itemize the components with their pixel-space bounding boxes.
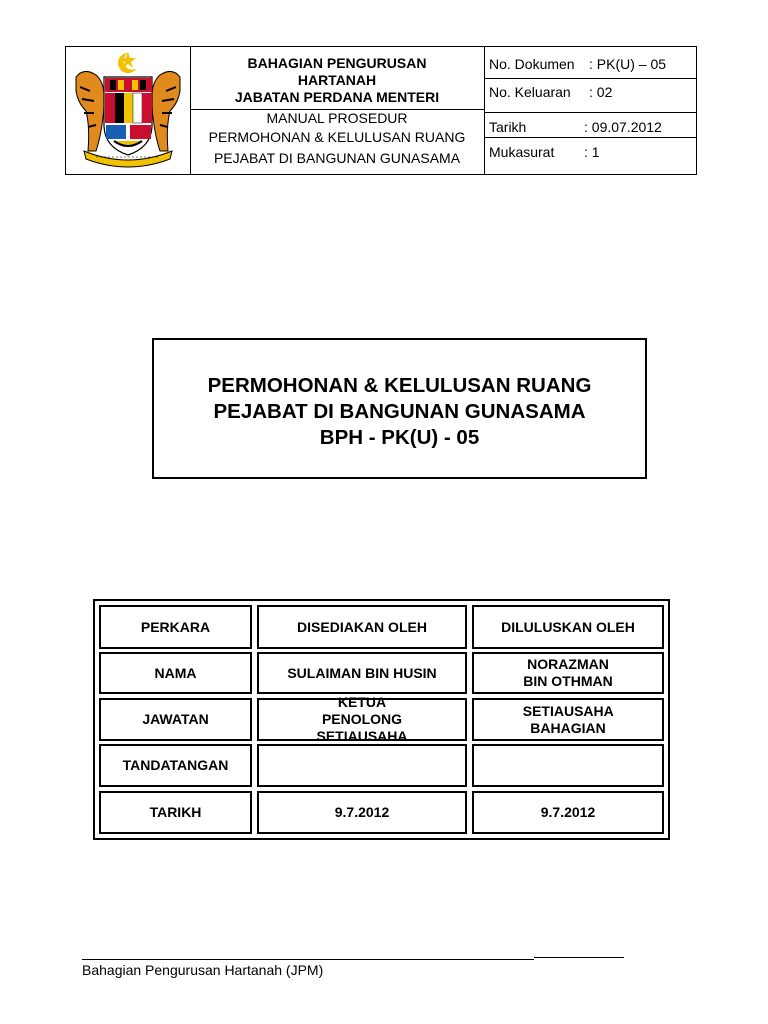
approval-table bbox=[93, 599, 670, 840]
meta-row-issue-no bbox=[484, 79, 696, 113]
table-cell-header-approved: DILULUSKAN OLEH bbox=[472, 605, 664, 649]
table-cell-approved-date: 9.7.2012 bbox=[472, 791, 664, 834]
footer-text: Bahagian Pengurusan Hartanah (JPM) bbox=[82, 962, 324, 978]
coat-of-arms-logo bbox=[66, 47, 190, 174]
meta-value: : 09.07.2012 bbox=[584, 119, 662, 135]
header-title-cell bbox=[190, 47, 485, 174]
table-cell-approved-signature bbox=[472, 744, 664, 787]
meta-row-page bbox=[484, 138, 696, 174]
table-cell-prepared-signature bbox=[257, 744, 467, 787]
table-cell-name-label: NAMA bbox=[99, 652, 252, 694]
title-line-3: BPH - PK(U) - 05 bbox=[319, 426, 480, 449]
table-cell-header-prepared: DISEDIAKAN OLEH bbox=[257, 605, 467, 649]
table-cell-date-label: TARIKH bbox=[99, 791, 252, 834]
manual-line-2: PERMOHONAN & KELULUSAN RUANG bbox=[208, 129, 466, 145]
table-cell-approved-name: NORAZMAN BIN OTHMAN bbox=[472, 652, 664, 694]
table-cell-header-subject: PERKARA bbox=[99, 605, 252, 649]
department-line-3: JABATAN PERDANA MENTERI bbox=[234, 89, 440, 105]
document-meta bbox=[484, 47, 696, 174]
title-line-1: PERMOHONAN & KELULUSAN RUANG bbox=[207, 374, 592, 397]
footer-rule bbox=[82, 959, 534, 960]
meta-label: Tarikh bbox=[489, 119, 527, 135]
manual-line-1: MANUAL PROSEDUR bbox=[266, 110, 408, 126]
department-line-1: BAHAGIAN PENGURUSAN bbox=[247, 55, 427, 71]
table-cell-approved-position: SETIAUSAHA BAHAGIAN bbox=[472, 698, 664, 741]
logo-cell bbox=[66, 47, 191, 174]
meta-value: : 1 bbox=[584, 144, 600, 160]
footer-rule-short bbox=[534, 957, 624, 958]
title-line-2: PEJABAT DI BANGUNAN GUNASAMA bbox=[213, 400, 586, 423]
manual-line-3: PEJABAT DI BANGUNAN GUNASAMA bbox=[213, 150, 461, 166]
meta-row-document-no bbox=[484, 47, 696, 79]
table-cell-prepared-name: SULAIMAN BIN HUSIN bbox=[257, 652, 467, 694]
table-cell-position-label: JAWATAN bbox=[99, 698, 252, 741]
meta-value: : PK(U) – 05 bbox=[589, 56, 667, 72]
table-cell-prepared-date: 9.7.2012 bbox=[257, 791, 467, 834]
meta-label: Mukasurat bbox=[489, 144, 555, 160]
meta-label: No. Keluaran bbox=[489, 84, 571, 100]
meta-label: No. Dokumen bbox=[489, 56, 575, 72]
table-cell-prepared-position: KETUA PENOLONG SETIAUSAHA bbox=[257, 698, 467, 741]
meta-value: : 02 bbox=[589, 84, 613, 100]
document-header bbox=[65, 46, 697, 175]
table-cell-signature-label: TANDATANGAN bbox=[99, 744, 252, 787]
meta-row-date bbox=[484, 113, 696, 138]
department-line-2: HARTANAH bbox=[297, 72, 377, 88]
document-title-box bbox=[152, 338, 647, 479]
